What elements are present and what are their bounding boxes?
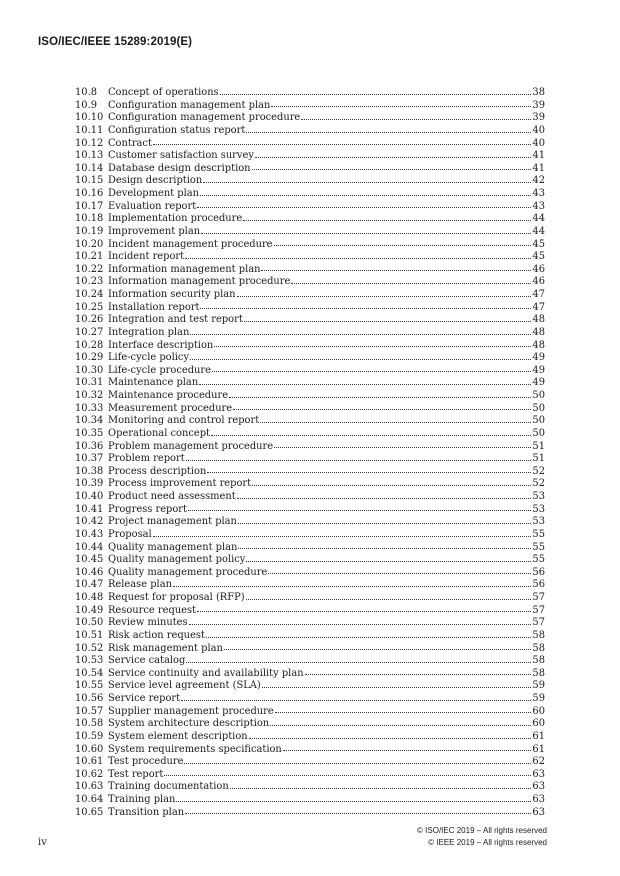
toc-entry-title[interactable]: Incident report <box>108 251 185 263</box>
toc-entry-page[interactable]: 49 <box>532 364 545 376</box>
toc-entry-number: 10.29 <box>75 352 104 364</box>
toc-dot-leader <box>184 762 531 764</box>
toc-entry-title[interactable]: Life-cycle policy <box>108 352 190 364</box>
toc-entry-number: 10.43 <box>75 528 104 540</box>
toc-dot-leader <box>283 749 531 751</box>
toc-entry[interactable] <box>75 377 545 390</box>
toc-entry[interactable] <box>75 807 545 820</box>
toc-entry-title[interactable]: Concept of operations <box>108 87 219 98</box>
toc-entry-page[interactable]: 58 <box>532 655 545 667</box>
toc-dot-leader <box>268 572 531 574</box>
toc-entry-page[interactable]: 48 <box>532 314 545 326</box>
toc-dot-leader <box>233 408 531 410</box>
toc-dot-leader <box>243 219 531 221</box>
toc-entry-page[interactable]: 53 <box>532 516 545 528</box>
toc-entry-number: 10.60 <box>75 743 104 755</box>
toc-entry[interactable] <box>75 175 545 188</box>
toc-entry-title[interactable]: Transition plan <box>108 806 185 818</box>
toc-dot-leader <box>200 194 531 196</box>
toc-entry-number: 10.15 <box>75 175 104 187</box>
toc-entry-number: 10.11 <box>75 124 104 136</box>
toc-entry[interactable] <box>75 428 545 441</box>
toc-dot-leader <box>190 358 531 360</box>
toc-entry[interactable] <box>75 365 545 378</box>
toc-entry-title[interactable]: Process improvement report <box>108 478 252 490</box>
toc-entry-number: 10.44 <box>75 541 104 553</box>
toc-entry[interactable] <box>75 150 545 163</box>
toc-entry-page[interactable]: 44 <box>532 225 545 237</box>
toc-entry-page[interactable]: 60 <box>532 705 545 717</box>
toc-dot-leader <box>200 307 531 309</box>
toc-entry-title[interactable]: Integration and test report <box>108 314 243 326</box>
toc-entry-number: 10.53 <box>75 655 104 667</box>
toc-entry[interactable] <box>75 491 545 504</box>
toc-entry[interactable] <box>75 643 545 656</box>
toc-entry-title[interactable]: Quality management policy <box>108 554 246 566</box>
toc-entry[interactable] <box>75 554 545 567</box>
toc-entry-title[interactable]: Contract <box>108 137 152 149</box>
toc-entry[interactable] <box>75 504 545 517</box>
toc-dot-leader <box>176 800 531 802</box>
toc-entry-title[interactable]: Operational concept <box>108 427 210 439</box>
toc-entry[interactable] <box>75 693 545 706</box>
toc-entry[interactable] <box>75 327 545 340</box>
toc-entry-page[interactable]: 57 <box>532 592 545 603</box>
toc-entry-number: 10.64 <box>75 794 104 805</box>
toc-entry[interactable] <box>75 340 545 353</box>
toc-dot-leader <box>238 547 531 549</box>
toc-entry-page[interactable]: 45 <box>532 251 545 263</box>
toc-entry-title[interactable]: Proposal <box>108 528 152 540</box>
toc-entry[interactable] <box>75 529 545 542</box>
toc-entry-title[interactable]: Development plan <box>108 188 200 199</box>
toc-dot-leader <box>249 737 531 739</box>
toc-dot-leader <box>244 320 531 322</box>
toc-dot-leader <box>186 661 531 663</box>
toc-entry-title[interactable]: Life-cycle procedure <box>108 364 211 376</box>
toc-entry-title[interactable]: Database design description <box>108 162 251 174</box>
toc-dot-leader <box>237 295 532 297</box>
toc-entry-number: 10.46 <box>75 566 104 578</box>
toc-entry-page[interactable]: 63 <box>532 794 545 805</box>
toc-dot-leader <box>220 93 531 95</box>
toc-entry-page[interactable]: 59 <box>532 680 545 692</box>
toc-entry[interactable] <box>75 276 545 289</box>
toc-entry-page[interactable]: 57 <box>532 604 545 616</box>
toc-entry-number: 10.33 <box>75 402 104 414</box>
toc-entry-title[interactable]: Resource request <box>108 604 197 616</box>
toc-entry[interactable] <box>75 251 545 264</box>
toc-entry-title[interactable]: Project management plan <box>108 516 237 528</box>
toc-entry-number: 10.18 <box>75 213 104 225</box>
toc-entry-page[interactable]: 57 <box>532 617 545 629</box>
toc-dot-leader <box>201 232 531 234</box>
toc-entry-title[interactable]: Configuration management procedure <box>108 112 301 124</box>
toc-entry-title[interactable]: Training documentation <box>108 781 229 793</box>
toc-entry[interactable] <box>75 794 545 807</box>
toc-dot-leader <box>229 396 531 398</box>
toc-dot-leader <box>185 257 531 259</box>
toc-entry-page[interactable]: 40 <box>532 137 545 149</box>
document-id-header: ISO/IEC/IEEE 15289:2019(E) <box>38 36 193 48</box>
toc-entry-page[interactable]: 62 <box>532 756 545 768</box>
toc-entry-title[interactable]: Test report <box>108 768 164 780</box>
toc-entry-page[interactable]: 49 <box>532 377 545 389</box>
toc-dot-leader <box>305 673 531 675</box>
toc-entry-page[interactable]: 48 <box>532 326 545 338</box>
toc-dot-leader <box>230 787 531 789</box>
toc-entry-number: 10.16 <box>75 188 104 199</box>
toc-dot-leader <box>224 648 531 650</box>
toc-entry[interactable] <box>75 441 545 454</box>
toc-dot-leader <box>238 522 531 524</box>
toc-entry-title[interactable]: Problem management procedure <box>108 440 274 452</box>
toc-entry-title[interactable]: Design description <box>108 175 203 187</box>
toc-entry-title[interactable]: Incident management procedure <box>108 238 273 250</box>
toc-dot-leader <box>203 181 531 183</box>
toc-entry[interactable] <box>75 605 545 618</box>
toc-entry-number: 10.50 <box>75 617 104 629</box>
toc-entry-title[interactable]: Monitoring and control report <box>108 415 260 427</box>
toc-entry[interactable] <box>75 302 545 315</box>
toc-entry-page[interactable]: 39 <box>532 99 545 111</box>
toc-entry-title[interactable]: System architecture description <box>108 718 270 730</box>
page-number: iv <box>38 837 47 848</box>
toc-entry-title[interactable]: Review minutes <box>108 617 188 629</box>
toc-entry-page[interactable]: 55 <box>532 541 545 553</box>
toc-entry[interactable] <box>75 226 545 239</box>
toc-entry[interactable] <box>75 188 545 201</box>
toc-entry-number: 10.31 <box>75 377 104 389</box>
toc-entry[interactable] <box>75 542 545 555</box>
toc-entry-number: 10.55 <box>75 680 104 692</box>
toc-entry-title[interactable]: Test procedure <box>108 756 184 768</box>
table-of-contents <box>75 87 545 819</box>
toc-dot-leader <box>274 244 531 246</box>
toc-entry-page[interactable]: 61 <box>532 730 545 742</box>
toc-entry-title[interactable]: Customer satisfaction survey <box>108 150 254 162</box>
toc-entry-page[interactable]: 53 <box>532 503 545 515</box>
toc-dot-leader <box>262 686 531 688</box>
toc-entry-page[interactable]: 63 <box>532 768 545 780</box>
toc-entry-title[interactable]: Measurement procedure <box>108 402 233 414</box>
toc-entry-number: 10.27 <box>75 326 104 338</box>
toc-entry[interactable] <box>75 744 545 757</box>
toc-entry[interactable] <box>75 668 545 681</box>
toc-entry-number: 10.19 <box>75 225 104 237</box>
toc-entry-title[interactable]: Training plan <box>108 794 176 805</box>
copyright-iso: © ISO/IEC 2019 – All rights reserved <box>417 826 547 835</box>
toc-dot-leader <box>197 610 531 612</box>
toc-entry-number: 10.59 <box>75 730 104 742</box>
toc-entry-number: 10.48 <box>75 592 104 603</box>
toc-dot-leader <box>270 724 531 726</box>
toc-entry-title[interactable]: System element description <box>108 730 248 742</box>
toc-entry-page[interactable]: 41 <box>532 150 545 162</box>
toc-entry[interactable] <box>75 718 545 731</box>
toc-entry-page[interactable]: 49 <box>532 352 545 364</box>
toc-entry-page[interactable]: 51 <box>532 453 545 465</box>
toc-entry-title[interactable]: Integration plan <box>108 326 190 338</box>
toc-entry-title[interactable]: Information management procedure <box>108 276 291 288</box>
toc-entry[interactable] <box>75 579 545 592</box>
toc-entry-page[interactable]: 55 <box>532 528 545 540</box>
toc-dot-leader <box>189 623 531 625</box>
toc-dot-leader <box>188 509 531 511</box>
toc-entry[interactable] <box>75 352 545 365</box>
toc-entry-title[interactable]: Service catalog <box>108 655 186 667</box>
toc-dot-leader <box>185 812 531 814</box>
toc-entry-page[interactable]: 63 <box>532 781 545 793</box>
toc-entry-title[interactable]: Service report <box>108 693 181 704</box>
toc-dot-leader <box>252 484 531 486</box>
toc-entry-page[interactable]: 53 <box>532 491 545 502</box>
toc-entry-title[interactable]: Interface description <box>108 339 214 351</box>
toc-entry-number: 10.37 <box>75 453 104 465</box>
toc-entry-page[interactable]: 50 <box>532 390 545 401</box>
toc-entry-title[interactable]: Evaluation report <box>108 200 197 212</box>
toc-entry-title[interactable]: Information security plan <box>108 289 236 300</box>
toc-entry-number: 10.13 <box>75 150 104 162</box>
toc-entry-number: 10.25 <box>75 301 104 313</box>
toc-entry-number: 10.65 <box>75 806 104 818</box>
toc-entry-title[interactable]: Release plan <box>108 579 172 591</box>
toc-dot-leader <box>246 560 531 562</box>
toc-entry[interactable] <box>75 617 545 630</box>
toc-entry-page[interactable]: 63 <box>532 806 545 818</box>
toc-dot-leader <box>153 535 531 537</box>
toc-entry[interactable] <box>75 390 545 403</box>
toc-entry[interactable] <box>75 239 545 252</box>
toc-dot-leader <box>197 206 531 208</box>
toc-entry-number: 10.41 <box>75 503 104 515</box>
toc-entry[interactable] <box>75 466 545 479</box>
toc-entry-page[interactable]: 52 <box>532 465 545 477</box>
toc-entry[interactable] <box>75 100 545 113</box>
toc-entry-number: 10.17 <box>75 200 104 212</box>
toc-entry-title[interactable]: Quality management plan <box>108 541 238 553</box>
toc-entry-number: 10.20 <box>75 238 104 250</box>
toc-entry-number: 10.54 <box>75 667 104 679</box>
toc-entry-number: 10.49 <box>75 604 104 616</box>
toc-entry-title[interactable]: Implementation procedure <box>108 213 243 225</box>
toc-entry-page[interactable]: 45 <box>532 238 545 250</box>
toc-dot-leader <box>246 131 531 133</box>
toc-entry-number: 10.61 <box>75 756 104 768</box>
toc-dot-leader <box>252 168 531 170</box>
toc-entry-title[interactable]: Information management plan <box>108 263 261 275</box>
toc-entry-title[interactable]: Process description <box>108 465 207 477</box>
toc-entry-number: 10.63 <box>75 781 104 793</box>
toc-entry-page[interactable]: 44 <box>532 213 545 225</box>
toc-entry-number: 10.38 <box>75 465 104 477</box>
toc-entry-page[interactable]: 60 <box>532 718 545 730</box>
toc-entry-page[interactable]: 58 <box>532 629 545 641</box>
toc-entry-page[interactable]: 47 <box>532 289 545 300</box>
toc-entry-number: 10.32 <box>75 390 104 401</box>
toc-entry-page[interactable]: 40 <box>532 124 545 136</box>
toc-dot-leader <box>291 282 531 284</box>
toc-entry[interactable] <box>75 264 545 277</box>
toc-entry-title[interactable]: Quality management procedure <box>108 566 268 578</box>
toc-dot-leader <box>261 269 531 271</box>
toc-entry[interactable] <box>75 781 545 794</box>
toc-entry-page[interactable]: 42 <box>532 175 545 187</box>
toc-entry-number: 10.57 <box>75 705 104 717</box>
toc-entry[interactable] <box>75 289 545 302</box>
toc-entry[interactable] <box>75 112 545 125</box>
toc-entry[interactable] <box>75 756 545 769</box>
toc-entry-number: 10.40 <box>75 491 104 502</box>
toc-entry-number: 10.14 <box>75 162 104 174</box>
toc-entry-page[interactable]: 47 <box>532 301 545 313</box>
toc-dot-leader <box>214 345 531 347</box>
toc-entry-title[interactable]: Service level agreement (SLA) <box>108 680 261 692</box>
toc-entry-page[interactable]: 43 <box>532 200 545 212</box>
toc-entry-title[interactable]: Configuration management plan <box>108 99 271 111</box>
toc-entry-page[interactable]: 50 <box>532 402 545 414</box>
toc-entry-title[interactable]: Installation report <box>108 301 200 313</box>
toc-entry-number: 10.52 <box>75 642 104 654</box>
copyright-footer <box>417 825 547 849</box>
toc-entry-number: 10.9 <box>75 99 97 111</box>
toc-entry[interactable] <box>75 213 545 226</box>
toc-dot-leader <box>211 434 531 436</box>
toc-dot-leader <box>190 333 531 335</box>
toc-entry[interactable] <box>75 516 545 529</box>
toc-entry-page[interactable]: 59 <box>532 693 545 704</box>
toc-entry[interactable] <box>75 138 545 151</box>
toc-entry-title[interactable]: Request for proposal (RFP) <box>108 592 245 603</box>
toc-entry-page[interactable]: 46 <box>532 276 545 288</box>
toc-entry[interactable] <box>75 731 545 744</box>
toc-entry-number: 10.30 <box>75 364 104 376</box>
toc-entry-number: 10.36 <box>75 440 104 452</box>
toc-entry-page[interactable]: 48 <box>532 339 545 351</box>
toc-dot-leader <box>164 774 531 776</box>
toc-entry[interactable] <box>75 415 545 428</box>
toc-entry-title[interactable]: System requirements specification <box>108 743 282 755</box>
toc-dot-leader <box>237 497 531 499</box>
toc-dot-leader <box>207 471 531 473</box>
toc-entry-number: 10.35 <box>75 427 104 439</box>
toc-entry[interactable] <box>75 680 545 693</box>
toc-dot-leader <box>186 459 531 461</box>
toc-entry-number: 10.23 <box>75 276 104 288</box>
toc-entry-number: 10.58 <box>75 718 104 730</box>
toc-dot-leader <box>199 383 531 385</box>
toc-entry-page[interactable]: 58 <box>532 667 545 679</box>
toc-entry-number: 10.47 <box>75 579 104 591</box>
toc-entry[interactable] <box>75 478 545 491</box>
toc-entry-title[interactable]: Maintenance plan <box>108 377 199 389</box>
toc-entry-page[interactable]: 56 <box>532 566 545 578</box>
toc-entry-number: 10.26 <box>75 314 104 326</box>
toc-entry-number: 10.24 <box>75 289 104 300</box>
toc-entry[interactable] <box>75 314 545 327</box>
toc-entry-number: 10.34 <box>75 415 104 427</box>
toc-entry[interactable] <box>75 655 545 668</box>
toc-entry-number: 10.12 <box>75 137 104 149</box>
toc-entry-number: 10.22 <box>75 263 104 275</box>
toc-entry-title[interactable]: Progress report <box>108 503 187 515</box>
toc-entry-number: 10.56 <box>75 693 104 704</box>
toc-entry-page[interactable]: 56 <box>532 579 545 591</box>
toc-entry-page[interactable]: 58 <box>532 642 545 654</box>
toc-entry-number: 10.10 <box>75 112 104 124</box>
toc-entry-number: 10.8 <box>75 87 97 98</box>
toc-dot-leader <box>153 143 531 145</box>
toc-entry-title[interactable]: Risk management plan <box>108 642 223 654</box>
toc-entry-page[interactable]: 55 <box>532 554 545 566</box>
toc-entry-page[interactable]: 39 <box>532 112 545 124</box>
toc-entry[interactable] <box>75 592 545 605</box>
toc-dot-leader <box>274 446 531 448</box>
toc-dot-leader <box>301 118 531 120</box>
toc-entry-page[interactable]: 52 <box>532 478 545 490</box>
toc-dot-leader <box>255 156 531 158</box>
toc-entry-title[interactable]: Risk action request <box>108 629 205 641</box>
toc-entry[interactable] <box>75 201 545 214</box>
toc-entry-number: 10.39 <box>75 478 104 490</box>
toc-entry-title[interactable]: Supplier management procedure <box>108 705 274 717</box>
toc-entry-number: 10.42 <box>75 516 104 528</box>
toc-entry-title[interactable]: Product need assessment <box>108 491 236 502</box>
toc-entry-page[interactable]: 46 <box>532 263 545 275</box>
toc-entry[interactable] <box>75 769 545 782</box>
toc-entry-page[interactable]: 50 <box>532 427 545 439</box>
toc-entry-title[interactable]: Configuration status report <box>108 124 246 136</box>
toc-dot-leader <box>206 636 531 638</box>
toc-entry[interactable] <box>75 125 545 138</box>
toc-dot-leader <box>181 699 531 701</box>
toc-entry-page[interactable]: 50 <box>532 415 545 427</box>
toc-entry-title[interactable]: Service continuity and availability plan <box>108 667 304 679</box>
toc-entry-page[interactable]: 43 <box>532 188 545 199</box>
toc-entry[interactable] <box>75 163 545 176</box>
toc-dot-leader <box>271 105 531 107</box>
toc-entry-page[interactable]: 41 <box>532 162 545 174</box>
toc-entry-title[interactable]: Improvement plan <box>108 225 201 237</box>
toc-entry-page[interactable]: 38 <box>532 87 545 98</box>
toc-entry-page[interactable]: 61 <box>532 743 545 755</box>
toc-entry-number: 10.45 <box>75 554 104 566</box>
toc-entry-number: 10.28 <box>75 339 104 351</box>
toc-entry[interactable] <box>75 453 545 466</box>
toc-entry-title[interactable]: Problem report <box>108 453 185 465</box>
toc-dot-leader <box>173 585 531 587</box>
toc-dot-leader <box>246 598 531 600</box>
toc-entry[interactable] <box>75 403 545 416</box>
toc-entry-title[interactable]: Maintenance procedure <box>108 390 229 401</box>
toc-entry-number: 10.21 <box>75 251 104 263</box>
toc-entry-page[interactable]: 51 <box>532 440 545 452</box>
toc-entry-number: 10.62 <box>75 768 104 780</box>
toc-entry[interactable] <box>75 706 545 719</box>
toc-entry[interactable] <box>75 567 545 580</box>
toc-dot-leader <box>260 421 531 423</box>
toc-dot-leader <box>212 370 531 372</box>
copyright-ieee: © IEEE 2019 – All rights reserved <box>428 838 547 847</box>
toc-entry-number: 10.51 <box>75 629 104 641</box>
toc-dot-leader <box>275 711 531 713</box>
toc-entry[interactable] <box>75 630 545 643</box>
toc-entry[interactable] <box>75 87 545 100</box>
